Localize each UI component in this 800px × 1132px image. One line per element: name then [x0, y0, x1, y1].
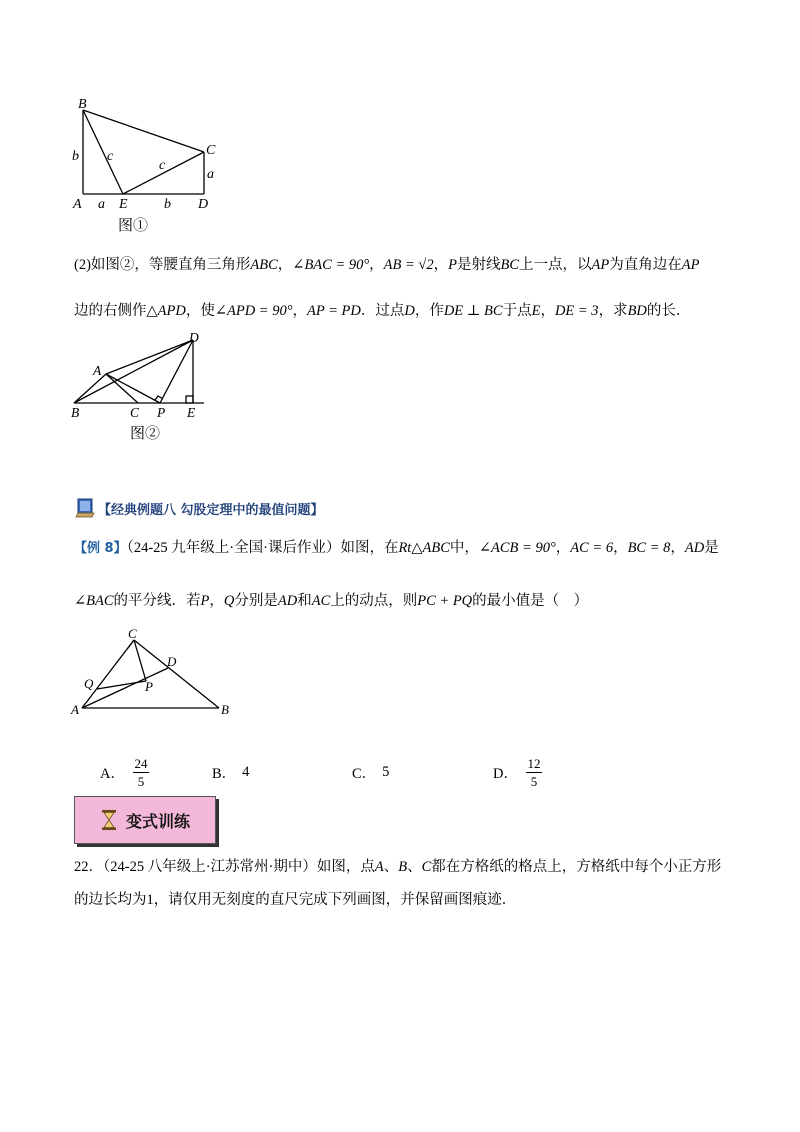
- hourglass-icon: [100, 809, 118, 831]
- problem-22-line-1: [74, 856, 721, 878]
- text-segment: 是: [704, 540, 719, 556]
- text-segment: ，请仅用无刻度的直尺完成下列画图，并保留画图痕迹．: [153, 892, 517, 908]
- label-P: P: [145, 679, 153, 694]
- label-C: C: [128, 626, 137, 641]
- choice-b[interactable]: [212, 752, 249, 792]
- math-segment: AD: [684, 540, 705, 556]
- math-segment: AP: [591, 257, 610, 273]
- math-segment: C: [421, 859, 432, 875]
- math-segment: A: [374, 859, 384, 875]
- figure-2-caption: 图②: [130, 426, 161, 442]
- math-segment: 1: [146, 892, 154, 908]
- label-C: C: [130, 405, 140, 420]
- text-segment: ，: [670, 540, 685, 556]
- choice-d[interactable]: [493, 752, 542, 792]
- problem-2-line-2: [74, 300, 690, 322]
- fraction-bar: [133, 772, 149, 773]
- text-segment: 、: [407, 859, 422, 875]
- label-side-b-bottom: b: [164, 197, 171, 212]
- choice-a[interactable]: [100, 752, 149, 792]
- math-segment: △APD: [146, 303, 186, 319]
- label-B: B: [71, 405, 80, 420]
- label-P: P: [157, 405, 166, 420]
- text-segment: 中，: [449, 540, 479, 556]
- choice-letter: D．: [493, 765, 518, 782]
- label-side-c2: c: [159, 158, 166, 173]
- math-segment: BD: [627, 303, 647, 319]
- math-segment: P: [448, 257, 457, 273]
- label-E: E: [119, 197, 128, 212]
- label-C: C: [206, 143, 216, 158]
- math-segment: Q: [223, 593, 235, 609]
- text-segment: ，使: [185, 303, 215, 319]
- example-tag: 【例 8】: [74, 541, 127, 556]
- choice-letter: A．: [100, 765, 125, 782]
- choice-letter: C．: [352, 765, 377, 782]
- math-segment: AD: [277, 593, 298, 609]
- math-segment: ∠ACB = 90°: [478, 540, 556, 556]
- math-segment: BC: [500, 257, 520, 273]
- choice-value: 5: [382, 763, 390, 780]
- math-segment: AP = PD: [307, 303, 361, 319]
- math-segment: PC + PQ: [417, 593, 473, 609]
- example-8-line-1: [74, 537, 719, 560]
- label-Q: Q: [84, 676, 94, 691]
- text-segment: 22．（24-25 八年级上·江苏常州·期中）如图，点: [74, 859, 375, 875]
- math-segment: DE = 3: [554, 303, 599, 319]
- math-segment: P: [200, 593, 210, 609]
- text-segment: ，: [277, 257, 293, 273]
- label-A: A: [71, 702, 79, 717]
- text-segment: ，: [292, 303, 308, 319]
- figure-3: [66, 626, 246, 721]
- label-D: D: [167, 654, 177, 669]
- math-segment: ABC: [250, 257, 278, 273]
- text-segment: 的最小值是（ ）: [472, 593, 589, 609]
- text-segment: ，: [613, 540, 628, 556]
- math-segment: D: [404, 303, 415, 319]
- text-segment: ，求: [598, 303, 628, 319]
- text-segment: 的长．: [646, 303, 691, 319]
- math-segment: B: [398, 859, 408, 875]
- choice-c[interactable]: [352, 752, 389, 792]
- label-side-c1: c: [107, 149, 114, 164]
- text-segment: 边的右侧作: [74, 303, 147, 319]
- label-side-b-left: b: [72, 149, 79, 164]
- numerator: 24: [134, 755, 148, 771]
- math-segment: Rt△ABC: [398, 540, 450, 556]
- text-segment: 为直角边在: [609, 257, 682, 273]
- label-A: A: [93, 363, 102, 378]
- text-segment: ，: [369, 257, 384, 273]
- choice-letter: B．: [212, 765, 237, 782]
- text-segment: 的边长均为: [74, 892, 147, 908]
- text-segment: 都在方格纸的格点上，方格纸中每个小正方形: [431, 859, 722, 875]
- text-segment: ，: [433, 257, 449, 273]
- math-segment: ∠APD = 90°: [214, 303, 293, 319]
- text-segment: ．过点: [360, 303, 405, 319]
- label-B: B: [78, 97, 87, 112]
- text-segment: 的平分线．若: [113, 593, 201, 609]
- text-segment: 和: [297, 593, 312, 609]
- book-icon: [74, 497, 96, 519]
- math-segment: AB = √2: [383, 257, 434, 273]
- text-segment: 于点: [502, 303, 532, 319]
- label-E: E: [187, 405, 196, 420]
- label-D: D: [189, 330, 199, 345]
- practice-banner: [74, 796, 216, 844]
- section-title-text: 【经典例题八 勾股定理中的最值问题】: [98, 502, 324, 518]
- fraction: [526, 756, 542, 789]
- label-side-a-right: a: [207, 167, 214, 182]
- text-segment: ，: [540, 303, 555, 319]
- section-title: [74, 496, 324, 520]
- text-segment: 、: [383, 859, 399, 875]
- math-segment: BC = 8: [627, 540, 671, 556]
- text-segment: ，: [555, 540, 571, 556]
- figure-2: [66, 330, 216, 445]
- banner-title: 变式训练: [125, 811, 190, 831]
- denominator: 5: [137, 773, 145, 789]
- text-segment: （24-25 九年级上·全国·课后作业）如图，在: [126, 540, 399, 556]
- math-segment: AC: [311, 593, 331, 609]
- numerator: 12: [527, 755, 541, 771]
- math-segment: E: [531, 303, 541, 319]
- label-B: B: [221, 702, 229, 717]
- text-segment: ，作: [414, 303, 444, 319]
- math-segment: AC = 6: [570, 540, 614, 556]
- example-8-line-2: [74, 590, 588, 612]
- label-side-a-bottom: a: [98, 197, 105, 212]
- text-segment: 上的动点，则: [330, 593, 418, 609]
- text-segment: ，: [209, 593, 224, 609]
- problem-2-line-1: [74, 254, 699, 276]
- text-segment: 是射线: [457, 257, 501, 273]
- math-segment: AP: [681, 257, 700, 273]
- fraction: [133, 756, 149, 789]
- math-segment: ∠BAC: [74, 593, 114, 609]
- denominator: 5: [530, 773, 538, 789]
- label-D: D: [198, 197, 209, 212]
- text-segment: 分别是: [234, 593, 278, 609]
- text-segment: (2)如图②，等腰直角三角形: [74, 257, 251, 273]
- figure-1: [66, 92, 236, 237]
- figure-1-caption: 图①: [118, 218, 149, 234]
- problem-22-line-2: [74, 889, 516, 911]
- text-segment: 上一点，以: [519, 257, 592, 273]
- math-segment: DE ⊥ BC: [443, 303, 503, 319]
- choice-value: 4: [242, 763, 250, 780]
- label-A: A: [73, 197, 82, 212]
- fraction-bar: [526, 772, 542, 773]
- math-segment: ∠BAC = 90°: [292, 257, 370, 273]
